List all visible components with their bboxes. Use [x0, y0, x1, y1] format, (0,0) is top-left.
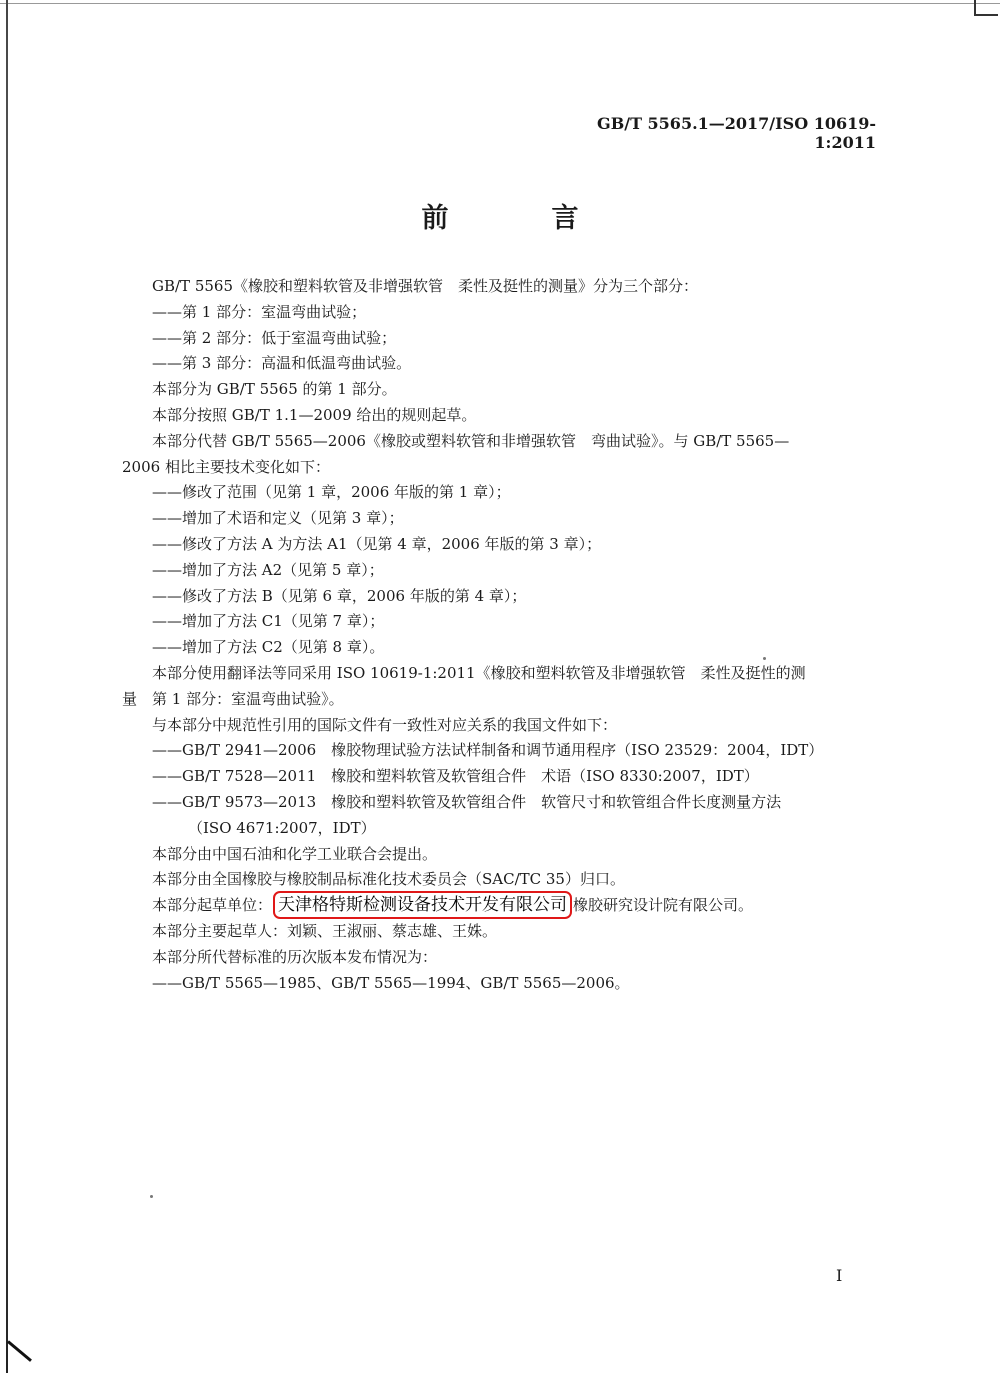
paragraph: GB/T 5565《橡胶和塑料软管及非增强软管 柔性及挺性的测量》分为三个部分：: [152, 277, 699, 295]
scan-corner-mark: [974, 0, 998, 16]
paragraph: 本部分代替 GB/T 5565—2006《橡胶或塑料软管和非增强软管 弯曲试验》。与 GB/T 5565—: [152, 431, 790, 450]
list-item: ——GB/T 5565—1985、GB/T 5565—1994、GB/T 5565—2006。: [152, 973, 630, 992]
list-item: ——增加了方法 C1（见第 7 章）；: [152, 612, 385, 631]
list-item: ——第 1 部分：室温弯曲试验；: [152, 302, 367, 321]
reference-item: ——GB/T 2941—2006 橡胶物理试验方法试样制备和调节通用程序（ISO 23529：2004，IDT）: [152, 741, 824, 760]
paragraph: 本部分主要起草人：刘颖、王淑丽、蔡志雄、王姝。: [152, 921, 498, 940]
highlighted-company: 天津格特斯检测设备技术开发有限公司: [273, 891, 572, 919]
list-item: ——修改了方法 B（见第 6 章，2006 年版的第 4 章）；: [152, 586, 527, 605]
list-item: ——第 2 部分：低于室温弯曲试验；: [152, 328, 397, 347]
scan-corner-mark-bottom: [7, 1340, 32, 1362]
list-item: ——增加了方法 C2（见第 8 章）。: [152, 638, 385, 657]
list-item: ——修改了方法 A 为方法 A1（见第 4 章，2006 年版的第 3 章）；: [152, 534, 602, 553]
drafting-units-line: [122, 893, 874, 919]
drafting-units-suffix: 橡胶研究设计院有限公司。: [573, 896, 754, 915]
reference-item: ——GB/T 9573—2013 橡胶和塑料软管及软管组合件 软管尺寸和软管组合件长度测量方法: [152, 792, 782, 811]
page-number: I: [836, 1266, 843, 1285]
paragraph-continuation: 2006 相比主要技术变化如下：: [122, 457, 330, 476]
paragraph: 本部分使用翻译法等同采用 ISO 10619-1:2011《橡胶和塑料软管及非增强软管 柔性及挺性的测: [152, 663, 806, 682]
paragraph: 本部分按照 GB/T 1.1—2009 给出的规则起草。: [152, 405, 477, 424]
reference-item-continuation: （ISO 4671:2007，IDT）: [188, 818, 376, 837]
list-item: ——修改了范围（见第 1 章，2006 年版的第 1 章）；: [152, 483, 511, 502]
list-item: ——增加了术语和定义（见第 3 章）；: [152, 509, 404, 528]
scan-speck: [150, 1195, 153, 1198]
foreword-body: [122, 274, 874, 996]
list-item: ——增加了方法 A2（见第 5 章）；: [152, 560, 384, 579]
paragraph: 本部分所代替标准的历次版本发布情况为：: [152, 947, 438, 966]
paragraph: 本部分由中国石油和化学工业联合会提出。: [152, 844, 438, 863]
paragraph-continuation: 量 第 1 部分：室温弯曲试验》。: [122, 689, 344, 708]
paragraph: 与本部分中规范性引用的国际文件有一致性对应关系的我国文件如下：: [152, 715, 618, 734]
reference-item: ——GB/T 7528—2011 橡胶和塑料软管及软管组合件 术语（ISO 8330:2007，IDT）: [152, 767, 759, 786]
paragraph: 本部分由全国橡胶与橡胶制品标准化技术委员会（SAC/TC 35）归口。: [152, 870, 625, 889]
page-title: 前 言: [421, 203, 617, 234]
scan-edge-top: [0, 3, 1000, 4]
list-item: ——第 3 部分：高温和低温弯曲试验。: [152, 354, 412, 373]
standard-code: GB/T 5565.1—2017/ISO 10619-1:2011: [597, 114, 876, 152]
paragraph: 本部分为 GB/T 5565 的第 1 部分。: [152, 380, 397, 399]
drafting-units-prefix: 本部分起草单位：: [152, 896, 273, 915]
